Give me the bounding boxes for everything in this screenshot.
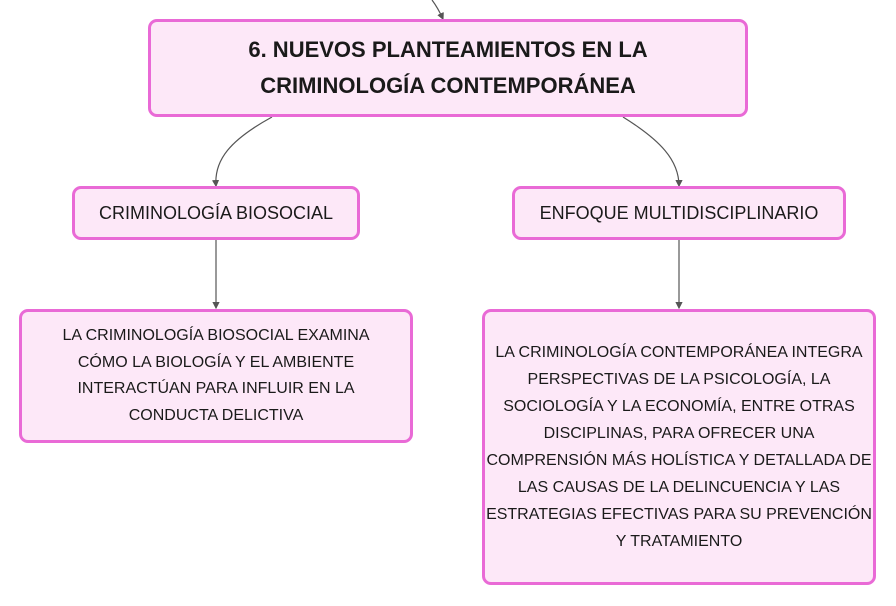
multidisciplinary-description-node[interactable] bbox=[482, 309, 876, 585]
incoming-connector bbox=[432, 0, 443, 19]
connector-root-to-multidisciplinary bbox=[623, 117, 679, 186]
biosocial-description-node[interactable] bbox=[19, 309, 413, 443]
biosocial-description-text: LA CRIMINOLOGÍA BIOSOCIAL EXAMINA CÓMO LA BIOLOGÍA Y EL AMBIENTE INTERACTÚAN PARA INFLUIR EN LA CONDUCTA DELICTIVA bbox=[62, 327, 370, 424]
topic-node-multidisciplinary-approach[interactable] bbox=[512, 186, 846, 240]
root-topic-node[interactable] bbox=[148, 19, 748, 117]
topic-node-biosocial-criminology[interactable] bbox=[72, 186, 360, 240]
multidisciplinary-description-text: LA CRIMINOLOGÍA CONTEMPORÁNEA INTEGRA PERSPECTIVAS DE LA PSICOLOGÍA, LA SOCIOLOGÍA Y LA ECONOMÍA, ENTRE OTRAS DISCIPLINAS, PARA OFRECER UNA COMPRENSIÓN MÁS HOLÍSTICA Y DETALLADA DE LAS CAUSAS DE LA DELINCUENCIA Y LAS ESTRATEGIAS EFECTIVAS PARA SU PREVENCIÓN Y TRATAMIENTO bbox=[486, 344, 872, 550]
connector-root-to-biosocial bbox=[216, 117, 272, 186]
root-topic-label: 6. NUEVOS PLANTEAMIENTOS EN LA CRIMINOLOGÍA CONTEMPORÁNEA bbox=[248, 37, 648, 98]
biosocial-criminology-label: CRIMINOLOGÍA BIOSOCIAL bbox=[98, 203, 334, 223]
multidisciplinary-approach-label: ENFOQUE MULTIDISCIPLINARIO bbox=[539, 203, 819, 223]
